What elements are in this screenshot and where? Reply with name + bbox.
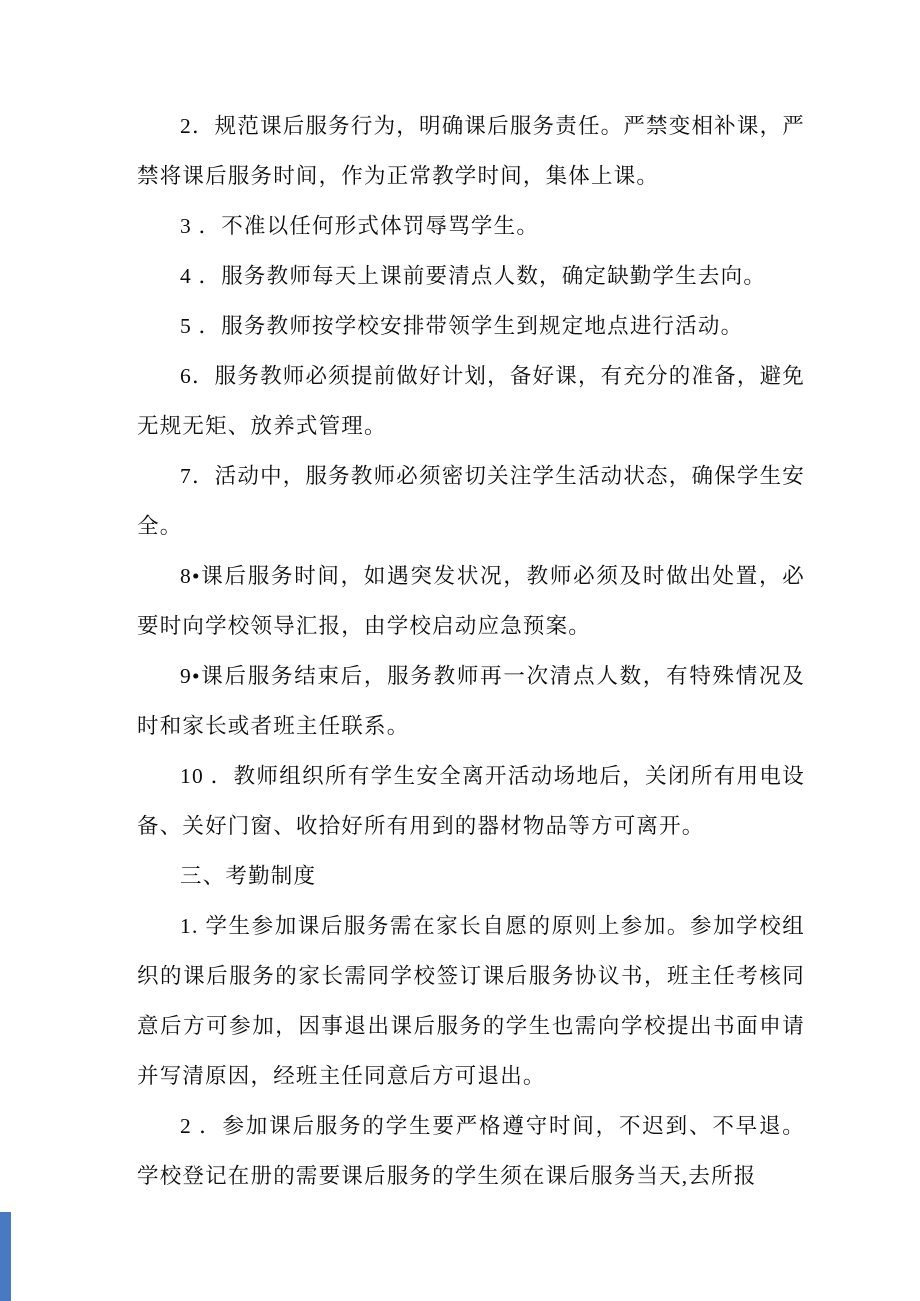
paragraph-rule-10: 10 ．教师组织所有学生安全离开活动场地后，关闭所有用电设备、关好门窗、收拾好所有用到的器材物品等方可离开。 — [137, 764, 805, 838]
paragraph-rule-8: 8•课后服务时间，如遇突发状况，教师必须及时做出处置，必要时向学校领导汇报，由学校启动应急预案。 — [137, 564, 805, 638]
paragraph-rule-2: 2．规范课后服务行为，明确课后服务责任。严禁变相补课，严禁将课后服务时间，作为正常教学时间，集体上课。 — [137, 114, 805, 188]
document-body — [137, 101, 805, 1201]
paragraph-rule-9: 9•课后服务结束后，服务教师再一次清点人数，有特殊情况及时和家长或者班主任联系。 — [137, 664, 805, 738]
section-heading-attendance: 三、考勤制度 — [180, 864, 317, 888]
paragraph-rule-7: 7．活动中，服务教师必须密切关注学生活动状态，确保学生安全。 — [137, 464, 805, 538]
paragraph-rule-3: 3 ．不准以任何形式体罚辱骂学生。 — [180, 214, 540, 238]
paragraph-rule-5: 5 ．服务教师按学校安排带领学生到规定地点进行活动。 — [180, 314, 744, 338]
left-accent-bar — [0, 1212, 11, 1301]
paragraph-attendance-1: 1. 学生参加课后服务需在家长自愿的原则上参加。参加学校组织的课后服务的家长需同学校签订课后服务协议书，班主任考核同意后方可参加，因事退出课后服务的学生也需向学校提出书面申请并写清原因，经班主任同意后方可退出。 — [137, 914, 805, 1088]
paragraph-attendance-2: 2 ．参加课后服务的学生要严格遵守时间，不迟到、不早退。学校登记在册的需要课后服务的学生须在课后服务当天,去所报 — [137, 1114, 805, 1188]
paragraph-rule-6: 6．服务教师必须提前做好计划，备好课，有充分的准备，避免无规无矩、放养式管理。 — [137, 364, 805, 438]
paragraph-rule-4: 4 ．服务教师每天上课前要清点人数，确定缺勤学生去向。 — [180, 264, 767, 288]
